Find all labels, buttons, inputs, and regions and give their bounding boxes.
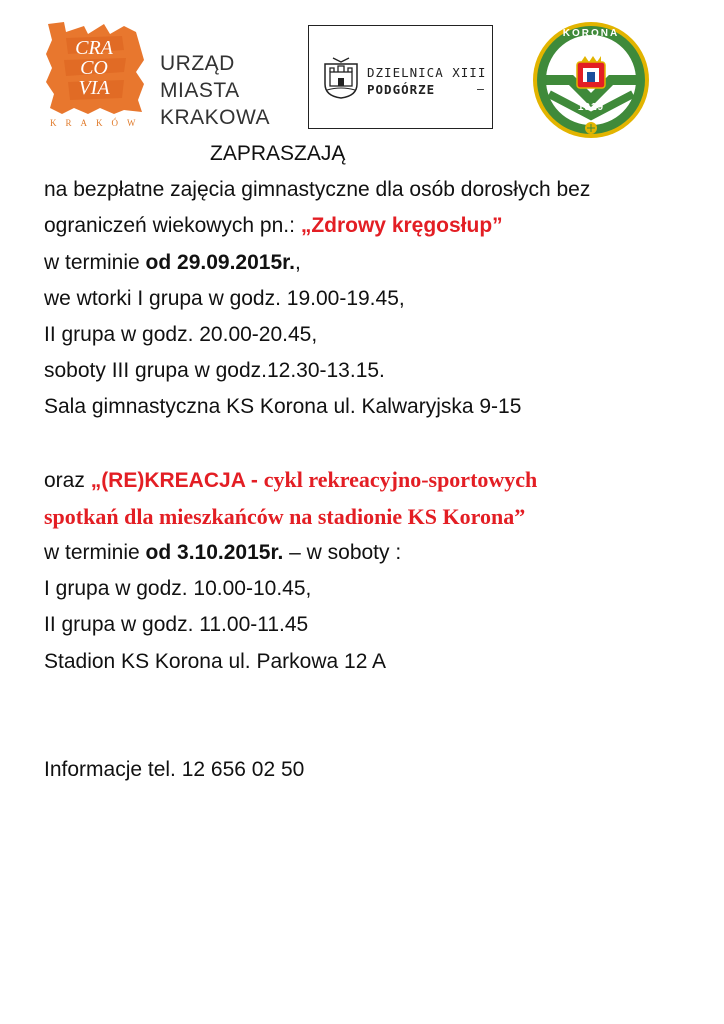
term-1-date: od 29.09.2015r. — [145, 250, 295, 274]
cracovia-text: CRA CO VIA — [75, 37, 113, 99]
program-2-part-2: cykl rekreacyjno-sportowych — [263, 466, 538, 492]
program-2-part-1: „(RE)KREACJA - — [90, 468, 264, 492]
oraz-prefix: oraz — [44, 468, 91, 492]
program-1-name: „Zdrowy kręgosłup” — [300, 214, 503, 238]
term-2-date: od 3.10.2015r. — [145, 541, 284, 565]
term-2 — [44, 535, 704, 571]
term-1-suffix: , — [294, 250, 301, 274]
podgorze-name: PODGÓRZE — [367, 82, 436, 97]
dzielnica-dash: – — [477, 82, 484, 96]
title-zapraszaja: ZAPRASZAJĄ — [210, 142, 346, 165]
intro-line-1: na bezpłatne zajęcia gimnastyczne dla osób dorosłych bez — [44, 178, 591, 202]
tuesday-group-2: II grupa w godz. 20.00-20.45, — [44, 323, 318, 347]
krakow-caption: KRAKÓW — [50, 118, 145, 128]
term-2-prefix: w terminie — [44, 541, 146, 565]
program-2-line-2: spotkań dla mieszkańców na stadionie KS Korona” — [44, 503, 526, 529]
announcement-body — [44, 136, 704, 788]
dzielnica-name: DZIELNICA XIII — [367, 65, 487, 80]
program-2-line-1 — [44, 462, 704, 499]
term-2-suffix: – w soboty : — [283, 541, 402, 565]
urzad-miasta-text: URZĄD MIASTA KRAKOWA — [160, 52, 271, 129]
term-1 — [44, 245, 704, 281]
ks-korona-logo — [531, 20, 651, 140]
korona-name: KORONA — [562, 28, 620, 39]
venue-1: Sala gimnastyczna KS Korona ul. Kalwaryjska 9-15 — [44, 395, 522, 419]
intro-line-2 — [44, 208, 704, 244]
urzad-miasta-krakowa-logo — [44, 20, 294, 132]
korona-year: 1919 — [577, 102, 605, 113]
saturday-2-group-2: II grupa w godz. 11.00-11.45 — [44, 613, 309, 637]
castle-crest-icon — [321, 56, 361, 100]
contact-info: Informacje tel. 12 656 02 50 — [44, 757, 305, 781]
saturday-2-group-1: I grupa w godz. 10.00-10.45, — [44, 577, 312, 601]
intro-line-2-prefix: ograniczeń wiekowych pn.: — [44, 214, 301, 238]
term-1-prefix: w terminie — [44, 250, 146, 274]
tuesday-group-1: we wtorki I grupa w godz. 19.00-19.45, — [44, 286, 405, 310]
saturday-group-3: soboty III grupa w godz.12.30-13.15. — [44, 359, 385, 383]
dzielnica-podgorze-logo — [308, 25, 493, 129]
venue-2: Stadion KS Korona ul. Parkowa 12 A — [44, 649, 387, 673]
